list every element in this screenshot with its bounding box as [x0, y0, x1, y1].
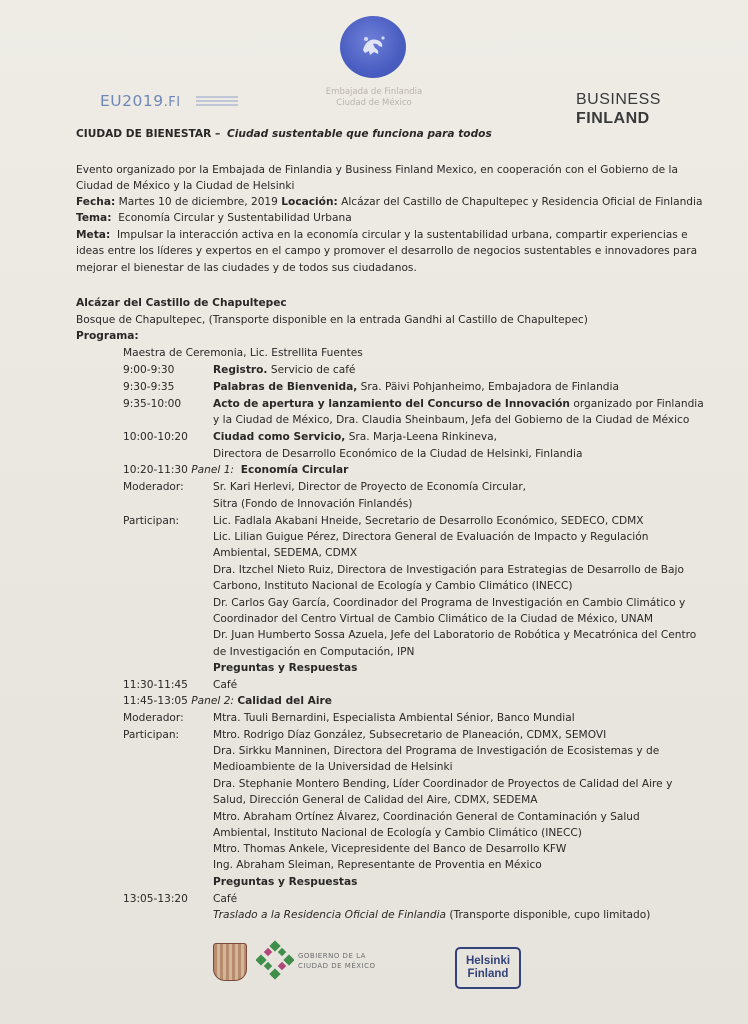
participant-line: Carbono, Instituto Nacional de Ecología y Cambio Climático (INECC): [213, 580, 573, 592]
participan-label: Participan:: [123, 515, 180, 527]
participant-line: Dr. Juan Humberto Sossa Azuela, Jefe del Laboratorio de Robótica y Mecatrónica del Centro: [213, 629, 697, 641]
participant-line: Mtro. Rodrigo Díaz González, Subsecretario de Planeación, CDMX, SEMOVI: [213, 729, 607, 741]
embassy-line-1: Embajada de Finlandia: [325, 87, 423, 97]
schedule-time: 9:30-9:35: [123, 381, 175, 393]
schedule-title: Registro.: [213, 364, 268, 376]
meta-line: [76, 228, 688, 242]
moderator-line: Sr. Kari Herlevi, Director de Proyecto de Economía Circular,: [213, 481, 527, 493]
schedule-time: 9:35-10:00: [123, 398, 182, 410]
eu-logo-suffix: .FI: [163, 95, 181, 110]
gobierno-line-1: GOBIERNO DE LA: [298, 952, 366, 960]
schedule-detail: Servicio de café: [270, 364, 356, 376]
panel-label: Panel 1:: [191, 464, 234, 476]
schedule-title: Palabras de Bienvenida,: [213, 381, 358, 393]
helsinki-line-1: Helsinki: [465, 955, 511, 967]
moderador-label: Moderador:: [123, 712, 184, 724]
schedule-time: 13:05-13:20: [123, 893, 188, 905]
schedule-time: 11:45-13:05: [123, 695, 188, 707]
eu-logo-stripes: [196, 96, 238, 108]
intro-line-1: Evento organizado por la Embajada de Finlandia y Business Finland Mexico, en cooperación con el Gobierno de la: [76, 164, 678, 176]
schedule-detail: Sra. Päivi Pohjanheimo, Embajadora de Finlandia: [360, 381, 619, 393]
participant-line: Medioambiente de la Universidad de Helsinki: [213, 761, 453, 773]
moderator-line: Sitra (Fondo de Innovación Finlandés): [213, 498, 413, 510]
venue-address: Bosque de Chapultepec, (Transporte disponible en la entrada Gandhi al Castillo de Chapultepec): [76, 314, 588, 326]
eu2019-logo: [100, 92, 181, 110]
cdmx-crest-logo: [213, 943, 247, 981]
embassy-line-2: Ciudad de México: [336, 98, 412, 108]
schedule-item-registro: [213, 363, 355, 377]
schedule-time: 10:20-11:30: [123, 464, 188, 476]
participant-line: Ambiental, SEDEMA, CDMX: [213, 547, 358, 559]
meta-label: Meta:: [76, 229, 111, 241]
participant-line: Dr. Carlos Gay García, Coordinador del Programa de Investigación en Cambio Climático y: [213, 597, 686, 609]
schedule-detail: Sra. Marja-Leena Rinkineva,: [348, 431, 498, 443]
coffee-break: Café: [213, 679, 238, 691]
bf-line-2: FINLAND: [576, 110, 650, 127]
master-of-ceremonies: Maestra de Ceremonia, Lic. Estrellita Fuentes: [123, 347, 363, 359]
helsinki-finland-logo: [455, 947, 521, 989]
schedule-title: Acto de apertura y lanzamiento del Concurso de Innovación: [213, 398, 570, 410]
participant-line: Ambiental, Instituto Nacional de Ecología y Cambio Climático (INECC): [213, 827, 582, 839]
traslado-title: Traslado a la Residencia Oficial de Finlandia: [213, 909, 447, 921]
panel-title: Calidad del Aire: [237, 695, 332, 707]
participant-line: Dra. Sirkku Manninen, Directora del Programa de Investigación de Ecosistemas y de: [213, 745, 660, 757]
tema-label: Tema:: [76, 212, 112, 224]
tema-line: [76, 211, 352, 225]
moderador-label: Moderador:: [123, 481, 184, 493]
fecha-label: Fecha:: [76, 196, 116, 208]
business-finland-logo: [576, 90, 661, 128]
moderator-line: Mtra. Tuuli Bernardini, Especialista Ambiental Sénior, Banco Mundial: [213, 712, 575, 724]
schedule-time: 10:00-10:20: [123, 431, 188, 443]
locacion-value: Alcázar del Castillo de Chapultepec y Residencia Oficial de Finlandia: [341, 196, 703, 208]
panel-title: Economía Circular: [240, 464, 349, 476]
participant-line: Dra. Itzchel Nieto Ruiz, Directora de Investigación para Estrategias de Desarrollo de Bajo: [213, 564, 684, 576]
participant-line: Lic. Lilian Guigue Pérez, Directora General de Evaluación de Impacto y Regulación: [213, 531, 649, 543]
participant-line: Ing. Abraham Sleiman, Representante de Proventia en México: [213, 859, 542, 871]
meta-text-1: Impulsar la interacción activa en la economía circular y la sustentabilidad urbana, compartir experiencias e: [116, 229, 688, 241]
tema-value: Economía Circular y Sustentabilidad Urbana: [118, 212, 352, 224]
meta-text-3: mejorar el bienestar de las ciudades y de todos sus ciudadanos.: [76, 262, 417, 274]
intro-line-2: Ciudad de México y la Ciudad de Helsinki: [76, 180, 295, 192]
fecha-line: [76, 195, 702, 209]
participant-line: Coordinador del Centro Virtual de Cambio Climático de la Ciudad de México, UNAM: [213, 613, 653, 625]
participant-line: Salud, Dirección General de Calidad del Aire, CDMX, SEDEMA: [213, 794, 538, 806]
participant-line: Lic. Fadlala Akabani Hneide, Secretario de Desarrollo Económico, SEDECO, CDMX: [213, 515, 644, 527]
venue-name: Alcázar del Castillo de Chapultepec: [76, 297, 287, 309]
panel-2-heading: [123, 694, 332, 708]
schedule-detail: organizado por Finlandia: [573, 398, 704, 410]
schedule-detail-cont: Directora de Desarrollo Económico de la Ciudad de Helsinki, Finlandia: [213, 448, 583, 460]
programa-heading: Programa:: [76, 330, 139, 342]
panel-1-heading: [123, 463, 348, 477]
panel-label: Panel 2:: [191, 695, 234, 707]
qa-label: Preguntas y Respuestas: [213, 876, 358, 888]
locacion-label: Locación:: [281, 196, 338, 208]
gobierno-cdmx-logo-text: [298, 951, 376, 971]
schedule-time: 11:30-11:45: [123, 679, 188, 691]
schedule-detail-cont: y la Ciudad de México, Dra. Claudia Sheinbaum, Jefa del Gobierno de la Ciudad de México: [213, 414, 690, 426]
bf-line-1: BUSINESS: [576, 91, 661, 108]
schedule-title: Ciudad como Servicio,: [213, 431, 346, 443]
schedule-time: 9:00-9:30: [123, 364, 175, 376]
participant-line: Dra. Stephanie Montero Bending, Líder Coordinador de Proyectos de Calidad del Aire y: [213, 778, 673, 790]
eu-logo-text: EU2019: [100, 92, 164, 110]
traslado-line: [213, 908, 650, 922]
schedule-item-apertura: [213, 397, 704, 411]
gobierno-line-2: CIUDAD DE MÉXICO: [298, 962, 376, 970]
helsinki-line-2: Finland: [467, 968, 509, 980]
embassy-seal-logo: [340, 16, 406, 78]
participant-line: Mtro. Abraham Ortínez Álvarez, Coordinación General de Contaminación y Salud: [213, 811, 640, 823]
schedule-item-bienvenida: [213, 380, 619, 394]
participan-label: Participan:: [123, 729, 180, 741]
traslado-detail: (Transporte disponible, cupo limitado): [449, 909, 651, 921]
schedule-item-ciudad-servicio: [213, 430, 497, 444]
finland-lion-icon: [357, 30, 389, 62]
coffee-break: Café: [213, 893, 238, 905]
participant-line: de Investigación en Computación, IPN: [213, 646, 415, 658]
participant-line: Mtro. Thomas Ankele, Vicepresidente del Banco de Desarrollo KFW: [213, 843, 567, 855]
event-title: [76, 127, 492, 141]
title-subtitle: Ciudad sustentable que funciona para todos: [227, 128, 492, 140]
qa-label: Preguntas y Respuestas: [213, 662, 358, 674]
title-main: CIUDAD DE BIENESTAR –: [76, 128, 221, 140]
meta-text-2: ideas entre los líderes y expertos en el campo y promover el desarrollo de negocios sustentables e innovadores para: [76, 245, 698, 257]
fecha-value: Martes 10 de diciembre, 2019: [118, 196, 278, 208]
cdmx-flower-icon: [256, 940, 294, 980]
embassy-name: [300, 87, 448, 109]
